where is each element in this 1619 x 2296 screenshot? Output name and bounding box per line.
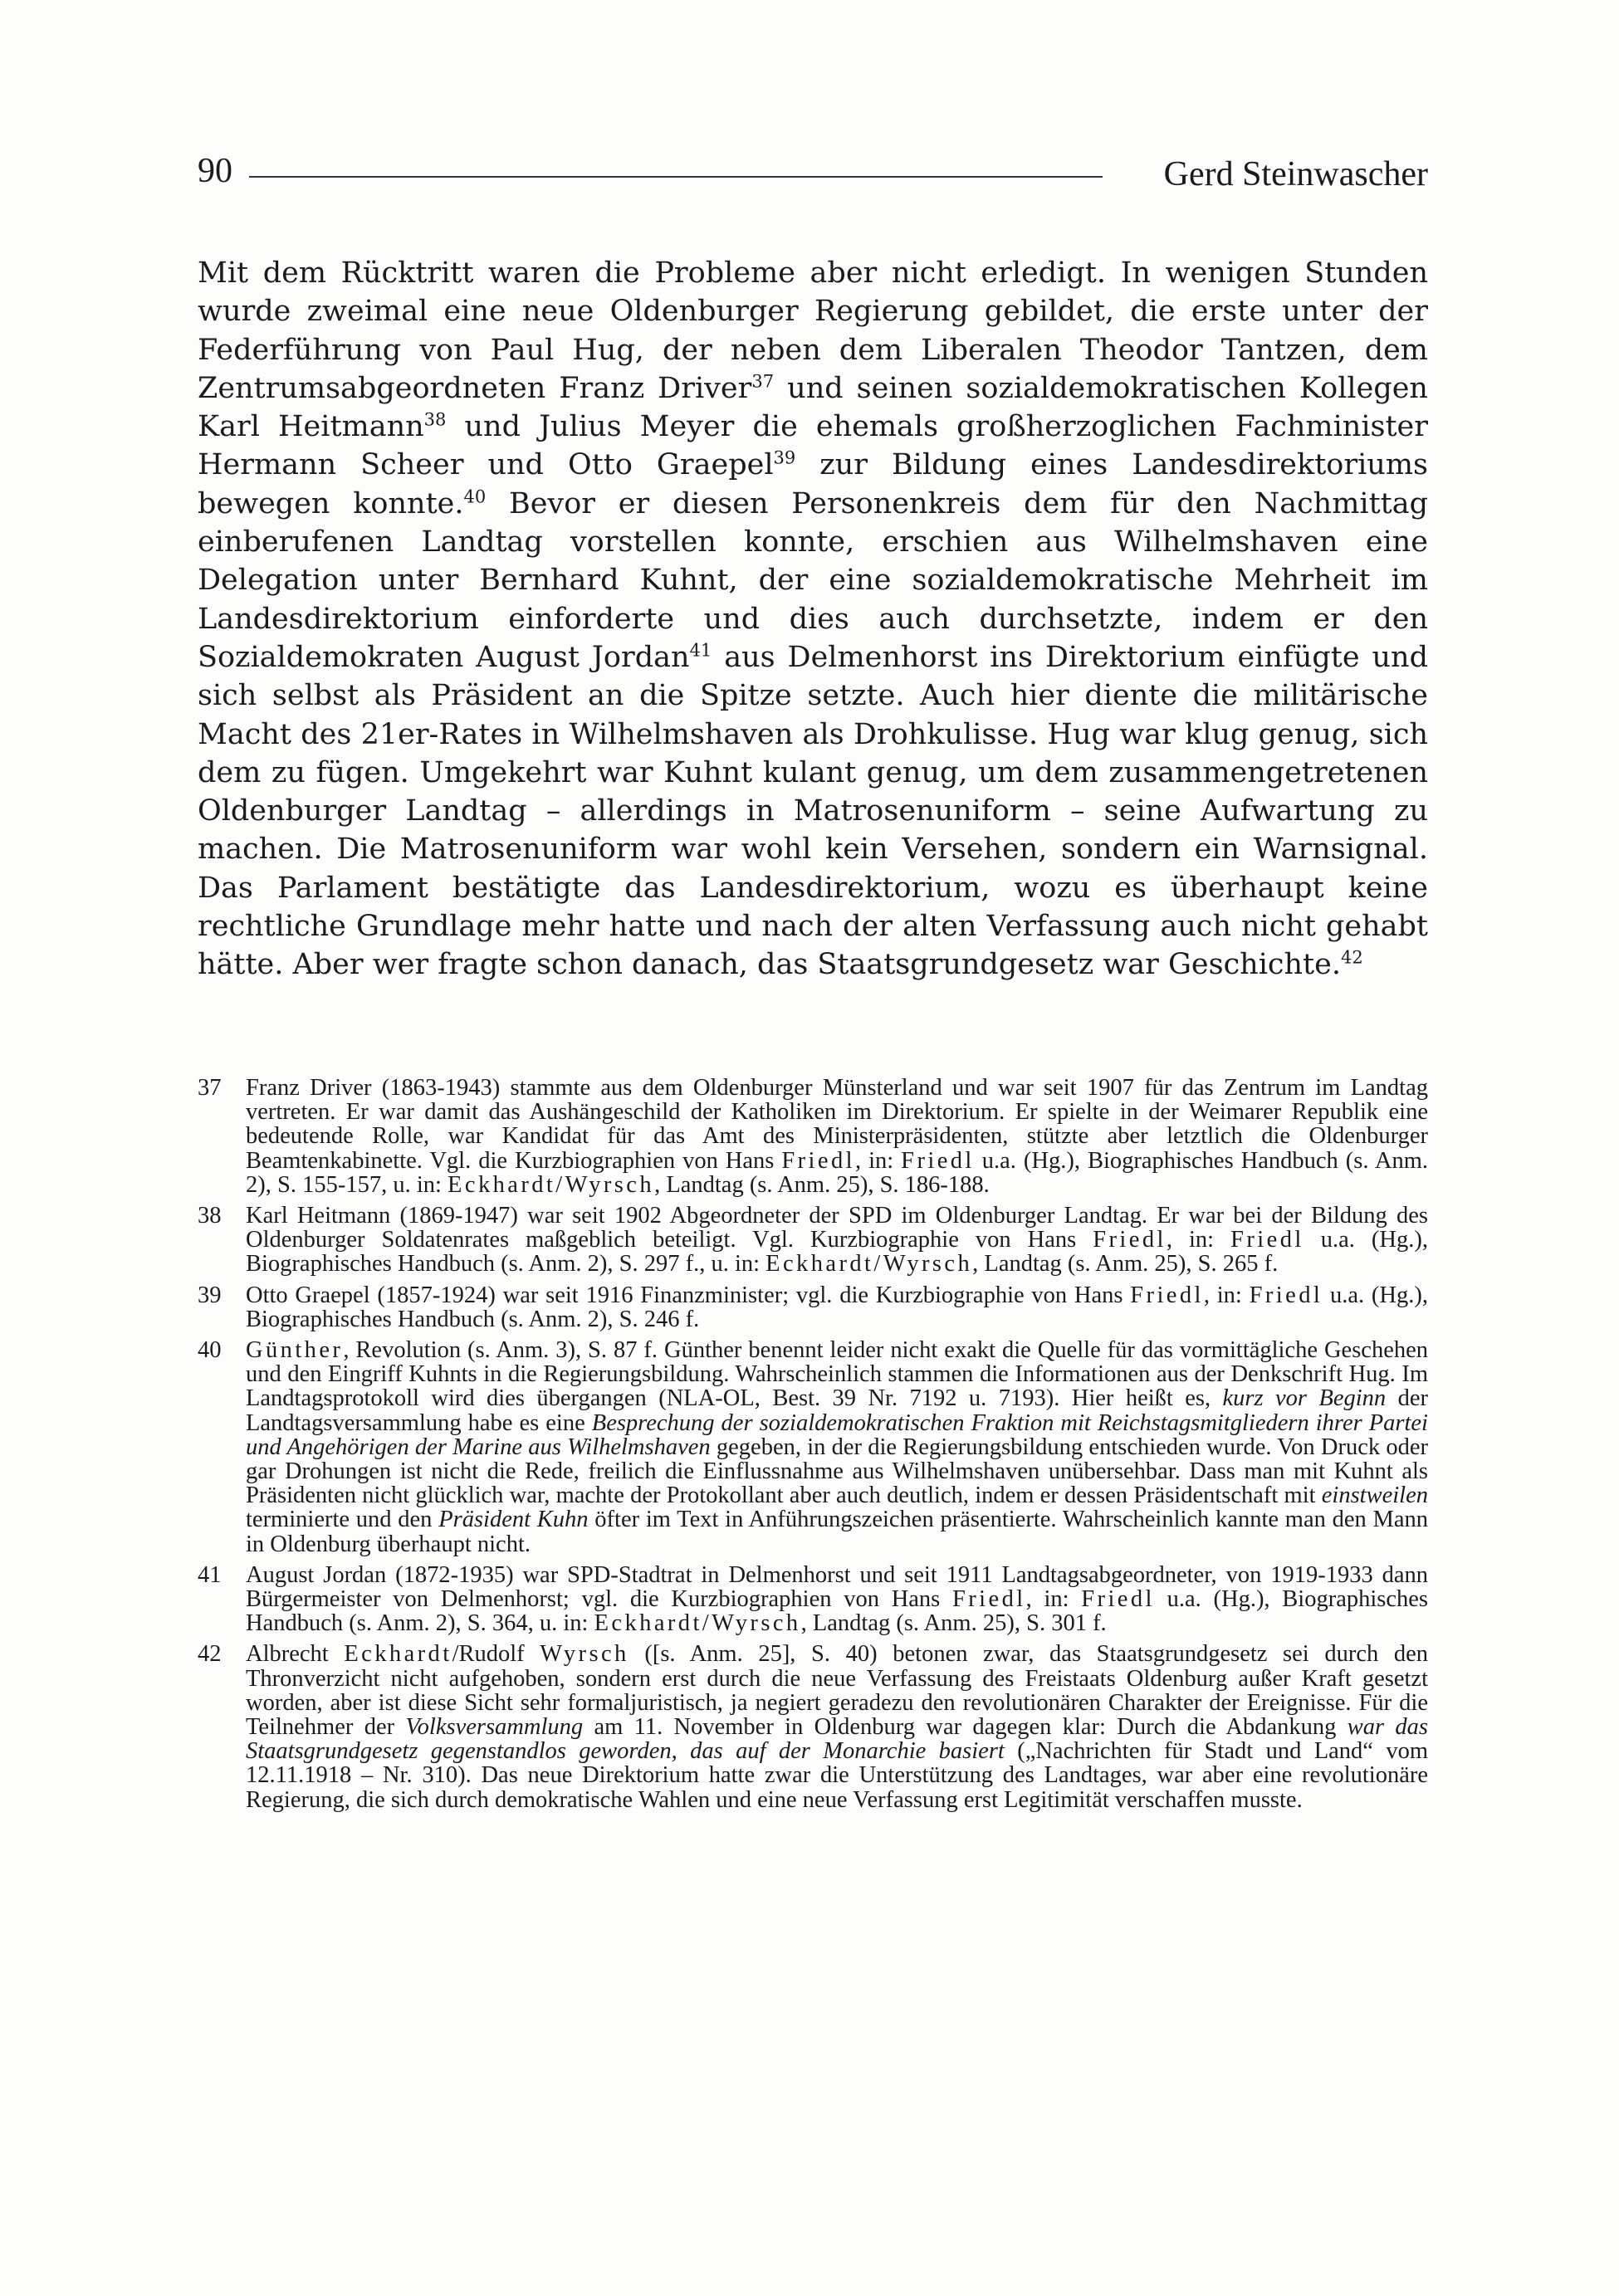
author-name: Friedl <box>1249 1282 1323 1308</box>
footnote-text: u.a. (Hg.), Biographisches Handbuch (s. Anm. 2), S. 246 f. <box>246 1282 1428 1332</box>
author-name: Friedl <box>1081 1586 1155 1613</box>
footnote-text: August Jordan (1872-1935) war SPD-Stadtrat in Delmenhorst und seit 1911 Landtagsabgeordneter, von 1919-1933 dann Bürgermeister von Delmenhorst; vgl. die Kurzbiographien von Hans <box>246 1561 1428 1613</box>
author-name: Eckhardt <box>344 1641 452 1668</box>
footnote-41 <box>198 1563 1428 1636</box>
footnote-text: Albrecht <box>246 1641 345 1668</box>
author-name: Günther <box>246 1337 344 1364</box>
footnote-42 <box>198 1642 1428 1811</box>
footnote-text: u.a. (Hg.), Biographisches Handbuch (s. Anm. 2), S. 155-157, u. in: <box>246 1147 1428 1198</box>
footnote-text: Karl Heitmann (1869-1947) war seit 1902 Abgeordneter der SPD im Oldenburger Landtag. Er war bei der Bildung des Oldenburger Soldatenrates maßgeblich beteiligt. Vgl. Kurzbiographie von Hans <box>246 1203 1428 1253</box>
author-name: Eckhardt/Wyrsch <box>765 1251 973 1277</box>
footnote-ref-41[interactable]: 41 <box>689 640 712 661</box>
body-text <box>198 254 1428 984</box>
running-head-author: Gerd Steinwascher <box>1163 155 1428 193</box>
quoted-phrase: Präsident Kuhn <box>438 1507 589 1533</box>
author-name: Wyrsch <box>540 1641 629 1668</box>
body-text-segment: aus Delmenhorst ins Direktorium einfügte und sich selbst als Präsident an die Spitze setzte. Auch hier diente die militärische Macht des 21er-Rates in Wilhelmshaven als Drohkulisse. Hug war klug genug, sich dem zu fügen. Umgekehrt war Kuhnt kulant genug, um dem zusammengetretenen Oldenburger Landtag – allerdings in Matrosenuniform – seine Aufwartung zu machen. Die Matrosenuniform war wohl kein Versehen, sondern ein Warnsignal. Das Parlament bestätigte das Landesdirektorium, wozu es überhaupt keine rechtliche Grundlage mehr hatte und nach der alten Verfassung auch nicht gehabt hätte. Aber wer fragte schon danach, das Staatsgrundgesetz war Geschichte. <box>198 640 1429 982</box>
footnote-number: 41 <box>198 1561 222 1588</box>
body-text-segment: und seinen sozialdemokratischen Kollegen Karl Heitmann <box>198 371 1428 444</box>
author-name: Friedl <box>952 1586 1026 1613</box>
quoted-phrase: kurz vor Beginn <box>1222 1385 1387 1412</box>
footnote-39 <box>198 1283 1428 1331</box>
footnote-number: 38 <box>198 1203 222 1229</box>
footnotes <box>198 1076 1428 1819</box>
body-text-segment: zur Bildung eines Landesdirektoriums bewegen konnte. <box>198 448 1428 520</box>
footnote-number: 37 <box>198 1075 222 1101</box>
author-name: Friedl <box>781 1147 855 1174</box>
body-text-segment: Mit dem Rücktritt waren die Probleme aber nicht erledigt. In wenigen Stunden wurde zweimal eine neue Oldenburger Regierung gebildet, die erste unter der Federführung von Paul Hug, der neben dem Liberalen Theodor Tantzen, dem Zentrumsabgeordneten Franz Driver <box>198 256 1428 405</box>
footnote-text: terminierte und den <box>246 1507 439 1533</box>
footnote-text: /Rudolf <box>452 1641 540 1668</box>
footnote-number: 39 <box>198 1282 222 1308</box>
author-name: Friedl <box>1230 1227 1304 1253</box>
body-text-segment: und Julius Meyer die ehemals großherzoglichen Fachminister Hermann Scheer und Otto Graepel <box>198 410 1428 482</box>
footnote-text: u.a. (Hg.), Biographisches Handbuch (s. Anm. 2), S. 364, u. in: <box>246 1586 1428 1637</box>
footnote-text: der Landtagsversammlung habe es eine <box>246 1385 1429 1436</box>
author-name: Eckhardt/Wyrsch <box>594 1610 801 1637</box>
quoted-phrase: Besprechung der sozialdemokratischen Fraktion mit Reichstagsmitgliedern ihrer Partei und Angehörigen der Marine aus Wilhelmshaven <box>246 1409 1428 1460</box>
footnote-number: 42 <box>198 1641 222 1668</box>
footnote-text: , Revolution (s. Anm. 3), S. 87 f. Günther benennt leider nicht exakt die Quelle für das vormittägliche Geschehen und den Eingriff Kuhnts in die Regierungsbildung. Wahrscheinlich stammen die Informationen aus der Denkschrift Hug. Im Landtagsprotokoll wird dies übergangen (NLA-OL, Best. 39 Nr. 7192 u. 7193). Hier heißt es, <box>246 1337 1428 1412</box>
footnote-text: ([s. Anm. 25], S. 40) betonen zwar, das Staatsgrundgesetz sei durch den Thronverzicht nicht aufgehoben, sondern erst durch die neue Verfassung des Freistaats Oldenburg außer Kraft gesetzt worden, aber ist diese Sicht sehr formaljuristisch, ja negiert geradezu den revolutionären Charakter der Ereignisse. Für die Teilnehmer der <box>246 1641 1428 1741</box>
footnote-ref-37[interactable]: 37 <box>751 371 775 392</box>
page-number: 90 <box>198 152 232 190</box>
footnote-text: Otto Graepel (1857-1924) war seit 1916 Finanzminister; vgl. die Kurzbiographie von Hans <box>246 1282 1131 1308</box>
footnote-text: öfter im Text in Anführungszeichen präsentierte. Wahrscheinlich kannte man den Mann in Oldenburg überhaupt nicht. <box>246 1507 1429 1557</box>
footnote-text: , in: <box>1025 1586 1082 1613</box>
quoted-phrase: einstweilen <box>1321 1483 1428 1509</box>
footnote-ref-40[interactable]: 40 <box>463 486 487 507</box>
header-rule <box>249 176 1103 178</box>
body-text-segment: Bevor er diesen Personenkreis dem für den Nachmittag einberufenen Landtag vorstellen konnte, erschien aus Wilhelmshaven eine Delegation unter Bernhard Kuhnt, der eine sozialdemokratische Mehrheit im Landesdirektorium einforderte und dies auch durchsetzte, indem er den Sozialdemokraten August Jordan <box>198 486 1428 674</box>
footnote-text: u.a. (Hg.), Biographisches Handbuch (s. Anm. 2), S. 297 f., u. in: <box>246 1227 1428 1277</box>
quoted-phrase: war das Staatsgrundgesetz gegenstandlos geworden, das auf der Monarchie basiert <box>246 1714 1428 1765</box>
footnote-text: gegeben, in der die Regierungsbildung entschieden wurde. Von Druck oder gar Drohungen ist nicht die Rede, freilich die Einflussnahme aus Wilhelmshaven unübersehbar. Dass man mit Kuhnt als Präsidenten nicht glücklich war, machte der Protokollant aber auch deutlich, indem er dessen Präsidentschaft mit <box>246 1434 1428 1509</box>
footnote-text: , Landtag (s. Anm. 25), S. 186-188. <box>654 1171 990 1198</box>
footnote-text: , in: <box>854 1147 902 1174</box>
footnote-number: 40 <box>198 1337 222 1364</box>
footnote-ref-42[interactable]: 42 <box>1340 947 1363 968</box>
quoted-phrase: Volksversammlung <box>405 1714 584 1741</box>
body-paragraph <box>198 254 1428 984</box>
footnote-text: Franz Driver (1863-1943) stammte aus dem Oldenburger Münsterland und war seit 1907 für das Zentrum im Landtag vertreten. Er war damit das Aushängeschild der Katholiken im Direktorium. Er spielte in der Weimarer Republik eine bedeutende Rolle, war Kandidat für das Amt des Ministerpräsidenten, stützte aber letztlich die Oldenburger Beamtenkabinette. Vgl. die Kurzbiographien von Hans <box>246 1075 1428 1174</box>
author-name: Eckhardt/Wyrsch <box>448 1171 655 1198</box>
footnote-37 <box>198 1076 1428 1197</box>
footnote-38 <box>198 1204 1428 1277</box>
footnote-ref-39[interactable]: 39 <box>773 447 796 468</box>
author-name: Friedl <box>1130 1282 1204 1308</box>
footnote-text: am 11. November in Oldenburg war dagegen klar: Durch die Abdankung <box>583 1714 1348 1741</box>
footnote-text: , Landtag (s. Anm. 25), S. 301 f. <box>800 1610 1107 1637</box>
author-name: Friedl <box>901 1147 975 1174</box>
footnote-text: , in: <box>1203 1282 1250 1308</box>
footnote-text: , in: <box>1166 1227 1231 1253</box>
footnote-text: („Nachrichten für Stadt und Land“ vom 12.11.1918 – Nr. 310). Das neue Direktorium hatte zwar die Unterstützung des Landtages, war aber eine revolutionäre Regierung, die sich durch demokratische Wahlen und eine neue Verfassung erst Legitimität verschaffen musste. <box>246 1738 1428 1813</box>
footnote-ref-38[interactable]: 38 <box>423 409 447 430</box>
footnote-40 <box>198 1338 1428 1556</box>
footnote-text: , Landtag (s. Anm. 25), S. 265 f. <box>972 1251 1279 1277</box>
running-header <box>198 148 1428 198</box>
author-name: Friedl <box>1093 1227 1167 1253</box>
